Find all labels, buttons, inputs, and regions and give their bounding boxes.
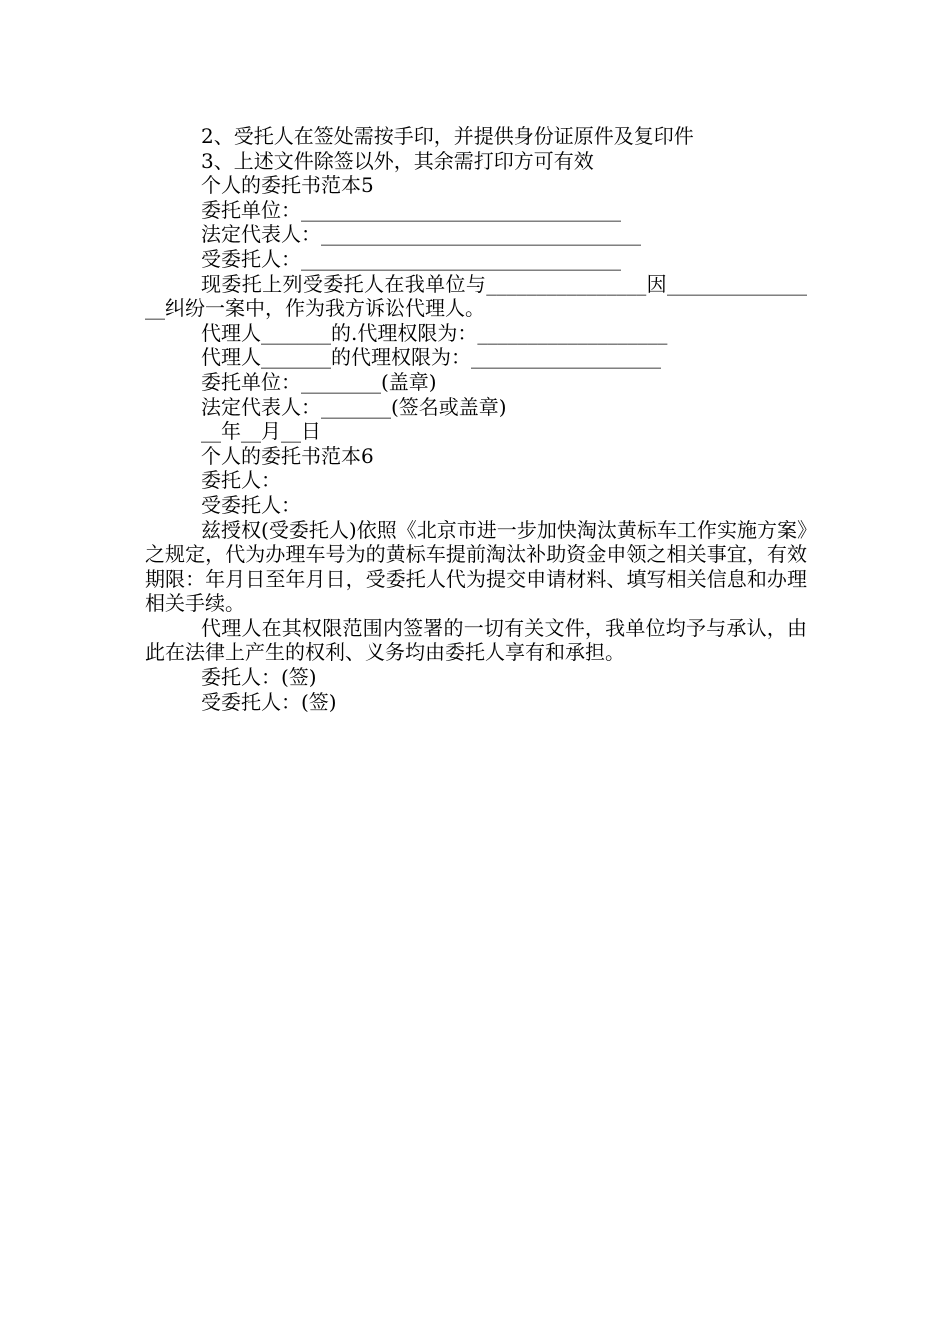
document-body [145, 124, 807, 714]
trustee-field: 受委托人：________________________________ [201, 246, 621, 271]
trustee-line: 受委托人： [201, 492, 301, 517]
legal-representative-signature-line: 法定代表人：_______(签名或盖章) [201, 394, 507, 419]
trustee-signature-line: 受委托人：(签) [201, 689, 337, 714]
entrusting-unit-seal-line: 委托单位：________(盖章) [201, 369, 437, 394]
principal-signature-line: 委托人：(签) [201, 665, 317, 690]
acknowledgement-paragraph: 代理人在其权限范围内签署的一切有关文件，我单位均予与承认，由此在法律上产生的权利、义务均由委托人享有和承担。 [145, 615, 807, 665]
legal-representative-field: 法定代表人：________________________________ [201, 222, 641, 247]
note-line-3: 3、上述文件除签以外，其余需打印方可有效 [201, 148, 594, 173]
date-line: __年__月__日 [201, 419, 321, 444]
agent-authority-line-2: 代理人_______的代理权限为：___________________ [201, 345, 661, 370]
note-line-2: 2、受托人在签处需按手印，并提供身份证原件及复印件 [201, 124, 694, 148]
entrust-paragraph: 现委托上列受委托人在我单位与________________因________________纠纷一案中，作为我方诉讼代理人。 [145, 271, 807, 321]
section-heading-sample-6: 个人的委托书范本6 [201, 443, 374, 468]
entrusting-unit-field: 委托单位：________________________________ [201, 197, 621, 222]
section-heading-sample-5: 个人的委托书范本5 [201, 173, 374, 198]
principal-line: 委托人： [201, 468, 281, 493]
authorization-paragraph: 兹授权(受委托人)依照《北京市进一步加快淘汰黄标车工作实施方案》之规定，代为办理车号为的黄标车提前淘汰补助资金申领之相关事宜，有效期限：年月日至年月日，受委托人代为提交申请材料、填写相关信息和办理相关手续。 [145, 517, 807, 616]
agent-authority-line-1: 代理人_______的.代理权限为：___________________ [201, 320, 668, 345]
